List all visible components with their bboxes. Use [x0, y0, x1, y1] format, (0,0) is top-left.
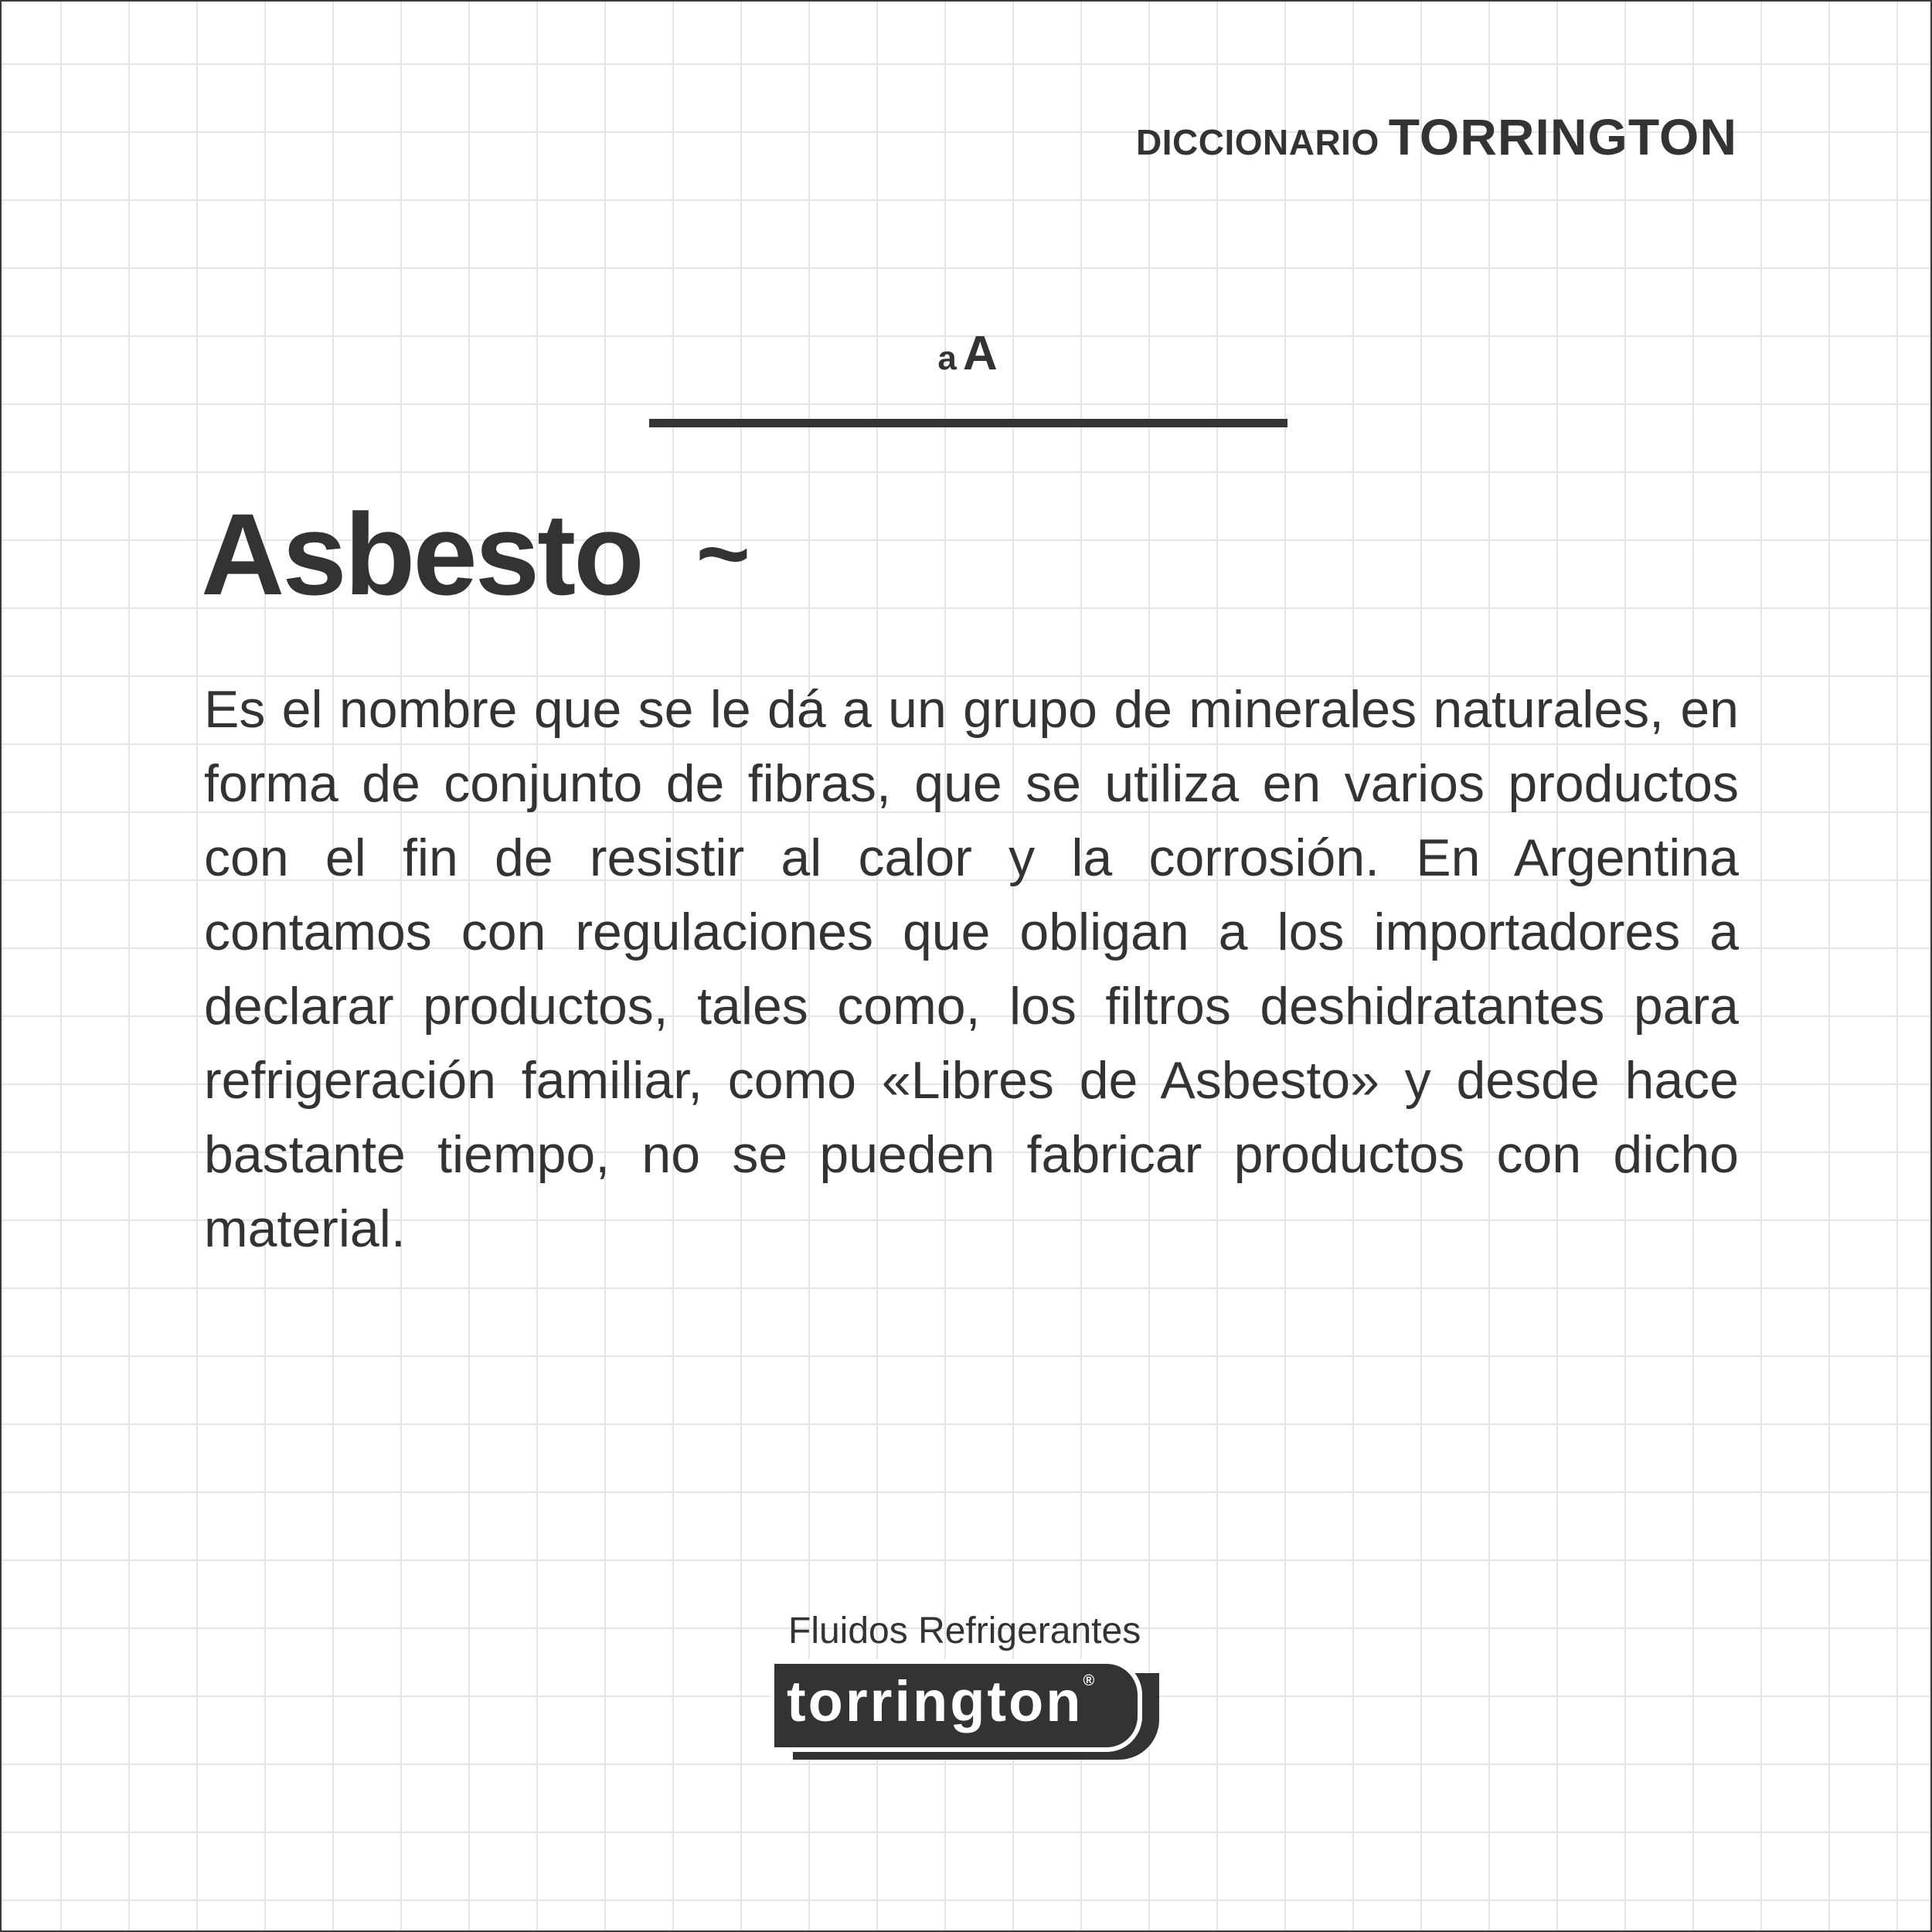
logo-wordmark: torrington: [787, 1669, 1083, 1733]
letter-divider: [649, 419, 1287, 427]
logo-wordmark-line: [787, 1669, 1095, 1733]
dictionary-header: [1136, 108, 1737, 165]
entry-definition: Es el nombre que se le dá a un grupo de minerales naturales, en forma de conjunto de fibras, que se utiliza en varios productos con el fin de resistir al calor y la corrosión. En Argentina contamos con regulaciones que obligan a los importadores a declarar productos, tales como, los filtros deshidratantes para refrigeración familiar, como «Libres de Asbesto» y desde hace bastante tiempo, no se pueden fabricar productos con dicho material.: [204, 680, 1739, 1258]
header-label-small: DICCIONARIO: [1136, 122, 1379, 162]
header-label-big: TORRINGTON: [1388, 108, 1737, 165]
entry-term: Asbesto: [201, 489, 642, 619]
entry-heading: [201, 489, 750, 619]
logo-wordmark-box: [774, 1664, 1138, 1747]
logo-caption: Fluidos Refrigerantes: [788, 1611, 1141, 1651]
registered-mark: ®: [1083, 1672, 1095, 1689]
tilde-symbol: ~: [696, 502, 750, 605]
letter-index: [2, 327, 1932, 380]
letter-index-lower: a: [937, 339, 957, 377]
torrington-logo: [774, 1613, 1168, 1767]
letter-index-upper: A: [962, 327, 998, 380]
